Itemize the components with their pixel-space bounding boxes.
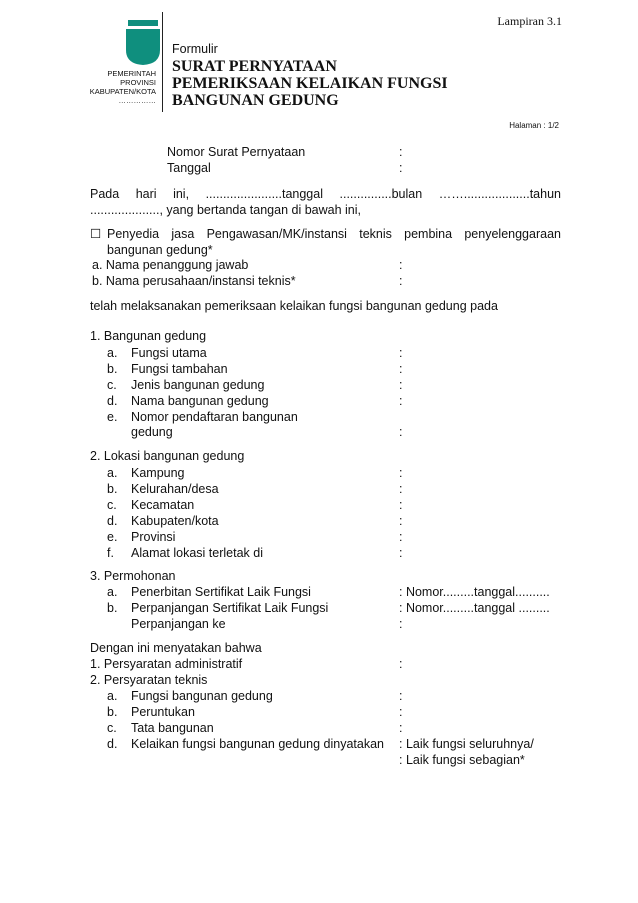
- st-colon-b: :: [399, 705, 403, 719]
- s1-label-b: Fungsi tambahan: [131, 362, 228, 376]
- s2-letter-a: a.: [107, 466, 118, 480]
- st-value-d-1: : Laik fungsi seluruhnya/: [399, 737, 534, 751]
- s2-letter-c: c.: [107, 498, 117, 512]
- s3-value-a: : Nomor.........tanggal..........: [399, 585, 550, 599]
- s1-letter-d: d.: [107, 394, 118, 408]
- perusahaan-label: b. Nama perusahaan/instansi teknis*: [92, 274, 296, 288]
- st-value-d-2: : Laik fungsi sebagian*: [399, 753, 525, 767]
- penyedia-line-2: bangunan gedung*: [107, 243, 213, 257]
- intro-word: ……...................tahun: [438, 187, 561, 201]
- s1-label-e-cont: gedung: [131, 425, 173, 439]
- s1-letter-c: c.: [107, 378, 117, 392]
- section1-heading: 1. Bangunan gedung: [90, 329, 207, 343]
- st-label-a: Fungsi bangunan gedung: [131, 689, 273, 703]
- s1-label-c: Jenis bangunan gedung: [131, 378, 265, 392]
- st-label-c: Tata bangunan: [131, 721, 214, 735]
- section2-heading: 2. Lokasi bangunan gedung: [90, 449, 245, 463]
- gov-label-pemerintah: PEMERINTAH: [107, 69, 156, 78]
- penyedia-word: pembina: [404, 227, 453, 241]
- s1-colon-c: :: [399, 378, 403, 392]
- st-letter-a: a.: [107, 689, 118, 703]
- title-line-3: BANGUNAN GEDUNG: [172, 92, 339, 109]
- s1-letter-e: e.: [107, 410, 118, 424]
- s1-label-d: Nama bangunan gedung: [131, 394, 269, 408]
- title-line-2: PEMERIKSAAN KELAIKAN FUNGSI: [172, 75, 448, 92]
- s2-letter-b: b.: [107, 482, 118, 496]
- st-label-b: Peruntukan: [131, 705, 195, 719]
- s2-label-c: Kecamatan: [131, 498, 195, 512]
- penyedia-word: Penyedia: [107, 227, 160, 241]
- s2-label-a: Kampung: [131, 466, 185, 480]
- gov-label-kabupaten: KABUPATEN/KOTA: [89, 87, 156, 96]
- intro-word: ...............bulan: [339, 187, 423, 201]
- s2-colon-a: :: [399, 466, 403, 480]
- intro-line-1: [90, 186, 561, 202]
- s1-letter-a: a.: [107, 346, 118, 360]
- s3-colon-b-cont: :: [399, 617, 403, 631]
- administratif-colon: :: [399, 657, 403, 671]
- intro-word: ......................tanggal: [205, 187, 323, 201]
- nomor-colon: :: [399, 145, 403, 159]
- penanggung-jawab-label: a. Nama penanggung jawab: [92, 258, 249, 272]
- s1-colon-d: :: [399, 394, 403, 408]
- s2-label-e: Provinsi: [131, 530, 176, 544]
- nomor-label: Nomor Surat Pernyataan: [167, 145, 306, 159]
- section3-heading: 3. Permohonan: [90, 569, 176, 583]
- tanggal-label: Tanggal: [167, 161, 211, 175]
- page-number: Halaman : 1/2: [509, 121, 559, 130]
- intro-word: ini,: [173, 187, 190, 201]
- penyedia-checkbox[interactable]: ☐: [90, 227, 102, 241]
- s2-colon-c: :: [399, 498, 403, 512]
- s1-label-a: Fungsi utama: [131, 346, 207, 360]
- penyedia-word: jasa: [171, 227, 195, 241]
- s3-value-b: : Nomor.........tanggal .........: [399, 601, 550, 615]
- telah-statement: telah melaksanakan pemeriksaan kelaikan fungsi bangunan gedung pada: [90, 299, 498, 313]
- form-label: Formulir: [172, 42, 218, 56]
- attachment-label: Lampiran 3.1: [497, 14, 562, 28]
- tanggal-colon: :: [399, 161, 403, 175]
- s2-letter-d: d.: [107, 514, 118, 528]
- title-line-1: SURAT PERNYATAAN: [172, 58, 337, 75]
- s3-letter-a: a.: [107, 585, 118, 599]
- st-colon-c: :: [399, 721, 403, 735]
- st-label-d: Kelaikan fungsi bangunan gedung dinyatakan: [131, 737, 384, 751]
- s3-label-a: Penerbitan Sertifikat Laik Fungsi: [131, 585, 311, 599]
- persyaratan-teknis: 2. Persyaratan teknis: [90, 673, 208, 687]
- s3-label-b: Perpanjangan Sertifikat Laik Fungsi: [131, 601, 329, 615]
- s1-letter-b: b.: [107, 362, 118, 376]
- s2-colon-e: :: [399, 530, 403, 544]
- persyaratan-administratif: 1. Persyaratan administratif: [90, 657, 243, 671]
- s2-label-d: Kabupaten/kota: [131, 514, 219, 528]
- st-colon-a: :: [399, 689, 403, 703]
- st-letter-c: c.: [107, 721, 117, 735]
- s2-colon-f: :: [399, 546, 403, 560]
- s2-label-f: Alamat lokasi terletak di: [131, 546, 264, 560]
- s2-colon-d: :: [399, 514, 403, 528]
- intro-line-2: ...................., yang bertanda tangan di bawah ini,: [90, 203, 361, 217]
- s2-letter-f: f.: [107, 546, 114, 560]
- s3-label-b-cont: Perpanjangan ke: [131, 617, 226, 631]
- s3-letter-b: b.: [107, 601, 118, 615]
- s2-colon-b: :: [399, 482, 403, 496]
- header-divider: [162, 12, 163, 112]
- perusahaan-colon: :: [399, 274, 403, 288]
- s1-colon-e: :: [399, 425, 403, 439]
- s1-label-e: Nomor pendaftaran bangunan: [131, 410, 298, 424]
- st-letter-d: d.: [107, 737, 118, 751]
- penyedia-word: Pengawasan/MK/instansi: [206, 227, 347, 241]
- penanggung-jawab-colon: :: [399, 258, 403, 272]
- s1-colon-b: :: [399, 362, 403, 376]
- intro-word: hari: [135, 187, 157, 201]
- s1-colon-a: :: [399, 346, 403, 360]
- regional-emblem-logo: [125, 20, 161, 66]
- statement-heading: Dengan ini menyatakan bahwa: [90, 641, 262, 655]
- penyedia-word: penyelenggaraan: [464, 227, 561, 241]
- intro-word: Pada: [90, 187, 120, 201]
- gov-label-provinsi: PROVINSI: [120, 78, 156, 87]
- penyedia-line-1: [107, 226, 561, 242]
- gov-label-dots: ……………: [118, 96, 156, 105]
- st-letter-b: b.: [107, 705, 118, 719]
- s2-label-b: Kelurahan/desa: [131, 482, 219, 496]
- s2-letter-e: e.: [107, 530, 118, 544]
- penyedia-word: teknis: [359, 227, 392, 241]
